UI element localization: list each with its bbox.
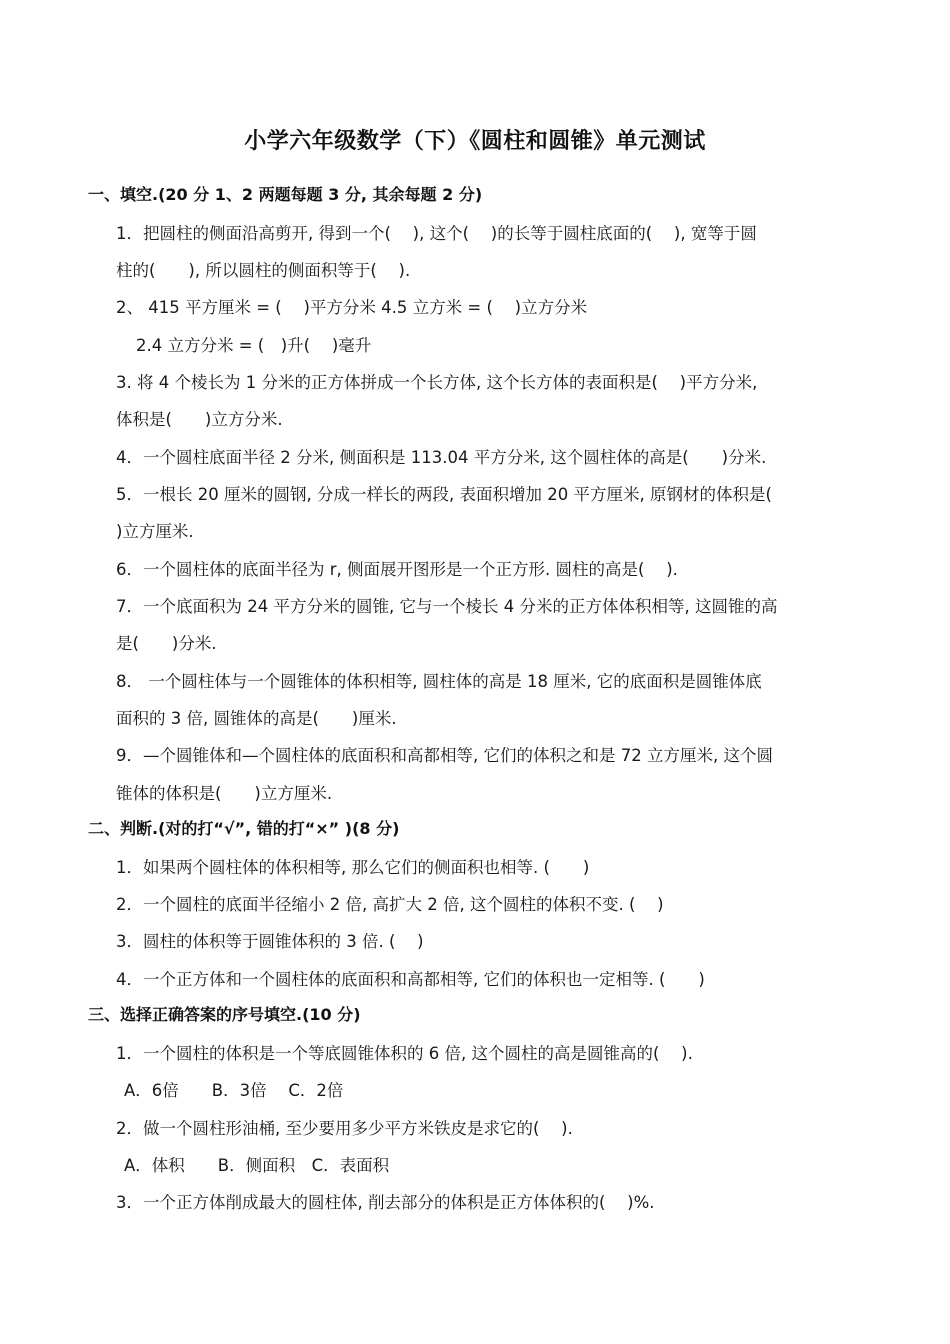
question-line: 6．一个圆柱体的底面半径为 r, 侧面展开图形是一个正方形. 圆柱的高是( ). [116, 560, 678, 579]
section-heading-true-false: 二、判断.(对的打“√”, 错的打“×” )(8 分) [88, 819, 400, 838]
question-line: 3. 将 4 个棱长为 1 分米的正方体拼成一个长方体, 这个长方体的表面积是( )平方分米, [116, 373, 758, 392]
question-line: )立方厘米. [116, 522, 194, 541]
question-line: 4．一个正方体和一个圆柱体的底面积和高都相等, 它们的体积也一定相等. ( ) [116, 970, 705, 989]
answer-options: A．体积 B．侧面积 C．表面积 [124, 1156, 390, 1175]
question-line: 3．一个正方体削成最大的圆柱体, 削去部分的体积是正方体体积的( )%. [116, 1193, 655, 1212]
question-line: 2．一个圆柱的底面半径缩小 2 倍, 高扩大 2 倍, 这个圆柱的体积不变. ( ) [116, 895, 664, 914]
question-line: 1．如果两个圆柱体的体积相等, 那么它们的侧面积也相等. ( ) [116, 858, 590, 877]
answer-options: A．6倍 B．3倍 C．2倍 [124, 1081, 344, 1100]
question-line: 锥体的体积是( )立方厘米. [116, 784, 333, 803]
page-title: 小学六年级数学（下）《圆柱和圆锥》单元测试 [244, 129, 706, 154]
question-line: 面积的 3 倍, 圆锥体的高是( )厘米. [116, 709, 397, 728]
section-heading-multiple-choice: 三、选择正确答案的序号填空.(10 分) [88, 1005, 361, 1024]
section-heading-fill-blank: 一、填空.(20 分 1、2 两题每题 3 分, 其余每题 2 分) [88, 185, 483, 204]
question-line: 5．一根长 20 厘米的圆钢, 分成一样长的两段, 表面积增加 20 平方厘米, 原钢材的体积是( [116, 485, 772, 504]
question-line: 2、 415 平方厘米 = ( )平方分米 4.5 立方米 = ( )立方分米 [116, 298, 588, 317]
question-line: 7．一个底面积为 24 平方分米的圆锥, 它与一个棱长 4 分米的正方体体积相等, 这圆锥的高 [116, 597, 778, 616]
question-line: 1．一个圆柱的体积是一个等底圆锥体积的 6 倍, 这个圆柱的高是圆锥高的( ). [116, 1044, 693, 1063]
question-line: 4．一个圆柱底面半径 2 分米, 侧面积是 113.04 平方分米, 这个圆柱体的高是( )分米. [116, 448, 767, 467]
question-line: 是( )分米. [116, 634, 217, 653]
question-line: 8． 一个圆柱体与一个圆锥体的体积相等, 圆柱体的高是 18 厘米, 它的底面积是圆锥体底 [116, 672, 762, 691]
question-line: 3．圆柱的体积等于圆锥体积的 3 倍. ( ) [116, 932, 424, 951]
question-line: 9．—个圆锥体和—个圆柱体的底面积和高都相等, 它们的体积之和是 72 立方厘米, 这个圆 [116, 746, 773, 765]
question-line: 1．把圆柱的侧面沿高剪开, 得到一个( ), 这个( )的长等于圆柱底面的( ), 宽等于圆 [116, 224, 757, 243]
question-line: 体积是( )立方分米. [116, 410, 283, 429]
question-line: 2．做一个圆柱形油桶, 至少要用多少平方米铁皮是求它的( ). [116, 1119, 573, 1138]
question-line: 柱的( ), 所以圆柱的侧面积等于( ). [116, 261, 411, 280]
question-line: 2.4 立方分米 = ( )升( )毫升 [136, 336, 372, 355]
